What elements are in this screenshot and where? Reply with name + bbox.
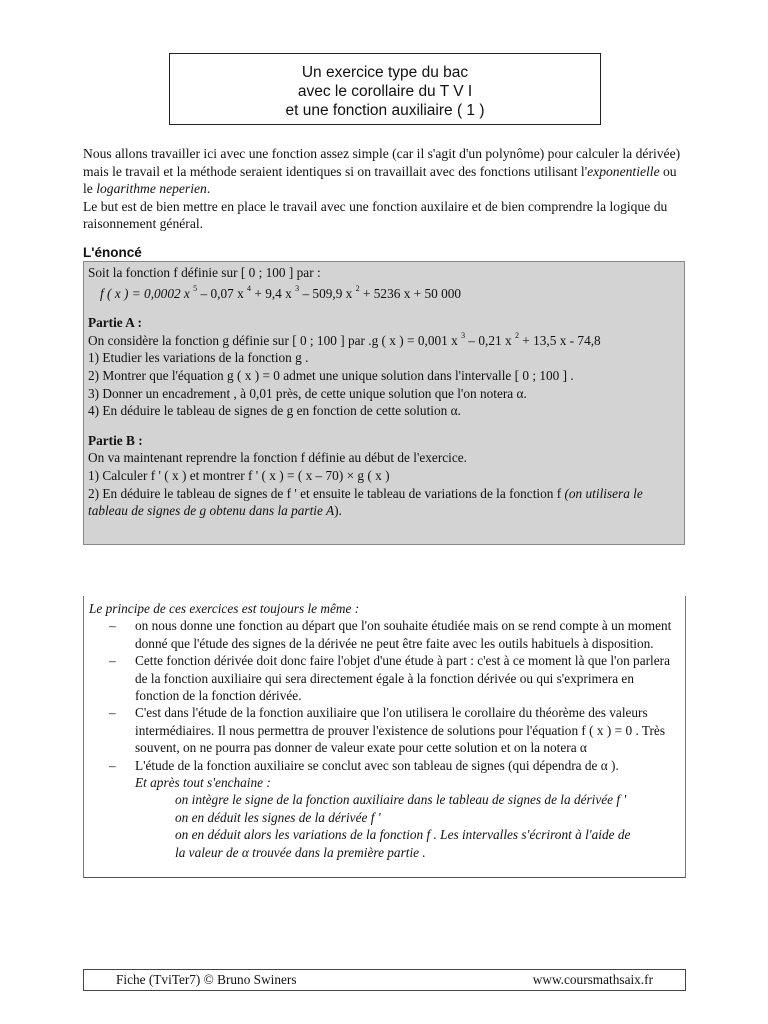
- exponent-4: 4: [247, 283, 252, 293]
- partie-a-def-part-a: On considère la fonction g définie sur [ 0 ; 100 ] par .g ( x ) = 0,001 x: [88, 332, 462, 348]
- function-f-formula: [88, 285, 680, 303]
- partie-a-exponent-2: 2: [514, 330, 519, 340]
- list-item: [89, 704, 680, 756]
- partie-a-definition: [88, 332, 680, 350]
- enonce-heading: L'énoncé: [83, 245, 142, 260]
- principe-step-1: on intègre le signe de la fonction auxiliaire dans le tableau de signes de la dérivée f ': [175, 792, 627, 808]
- intro-paragraph-2: Le but est de bien mettre en place le travail avec une fonction auxilaire et de bien comprendre la logique du raisonnement général.: [83, 198, 668, 232]
- title-line-1: Un exercice type du bac: [301, 64, 469, 81]
- formula-part-a: f ( x ) = 0,0002 x: [100, 285, 194, 301]
- partie-b-q2-part-b: ).: [334, 503, 342, 519]
- list-item: [89, 757, 680, 774]
- intro-text: [83, 145, 688, 233]
- footer-credit: Fiche (TviTer7) © Bruno Swiners: [116, 972, 297, 987]
- principe-step-3-continued: la valeur de α trouvée dans la première partie .: [175, 844, 426, 860]
- principe-list: [89, 617, 680, 774]
- principe-step-2: on en déduit les signes de la dérivée f ': [175, 809, 381, 825]
- partie-a-def-part-c: + 13,5 x - 74,8: [518, 332, 601, 348]
- formula-part-c: + 9,4 x: [251, 285, 296, 301]
- formula-part-d: – 509,9 x: [299, 285, 356, 301]
- partie-a-title: Partie A :: [88, 315, 142, 331]
- exponent-2: 2: [355, 283, 360, 293]
- enonce-intro-line: Soit la fonction f définie sur [ 0 ; 100 ] par :: [88, 265, 321, 280]
- list-item-text: on nous donne une fonction au départ que l'on souhaite étudiée mais on se rend compte à un moment donné que l'étude des signes de la dérivée ne peut être faite avec les outils habituels à disposition.: [135, 618, 672, 651]
- partie-a-question-1: 1) Etudier les variations de la fonction g .: [88, 350, 309, 366]
- partie-a-question-4: 4) En déduire le tableau de signes de g en fonction de cette solution α.: [88, 403, 461, 419]
- intro-p1-emphasis-1: exponentielle: [587, 163, 660, 179]
- intro-p1-part-b: ou le: [83, 163, 677, 197]
- title-line-3: et une fonction auxiliaire ( 1 ): [285, 102, 485, 119]
- partie-b-intro: On va maintenant reprendre la fonction f définie au début de l'exercice.: [88, 450, 467, 466]
- list-item: [89, 652, 680, 704]
- partie-a-def-part-b: – 0,21 x: [465, 332, 515, 348]
- title-box: [169, 53, 601, 125]
- principe-lead: Le principe de ces exercices est toujours le même :: [89, 601, 360, 616]
- intro-p1-emphasis-2: logarithme neperien: [96, 181, 207, 197]
- principe-box: [83, 596, 686, 878]
- exponent-3: 3: [295, 283, 300, 293]
- dash-bullet: –: [109, 757, 116, 773]
- intro-p1-part-a: Nous allons travailler ici avec une fonction assez simple (car il s'agit d'un polynôme) pour calculer la dérivée) mais le travail et la méthode seraient identiques si on travaillait avec des fonctions utilisant l': [83, 146, 681, 179]
- partie-b-q2-emphasis: (on utilisera le tableau de signes de g obtenu dans la partie A: [88, 485, 643, 519]
- intro-p1-part-c: .: [206, 181, 211, 197]
- list-item-text: C'est dans l'étude de la fonction auxiliaire que l'on utilisera le corollaire du théorème des valeurs intermédiaires. Il nous permettra de prouver l'existence de solutions pour l'équation f ( x ) = 0 . Très souvent, on ne pourra pas donner de valeur exate pour cette solution et on la notera α: [135, 705, 666, 756]
- title-line-2: avec le corollaire du T V I: [297, 83, 473, 100]
- partie-b-title: Partie B :: [88, 432, 143, 448]
- formula-part-b: – 0,07 x: [197, 285, 248, 301]
- list-item-text: Cette fonction dérivée doit donc faire l'objet d'une étude à part : c'est à ce moment là que l'on parlera de la fonction auxiliaire qui sera directement égale à la fonction dérivée ou qui s'exprimera en fonction de la fonction dérivée.: [135, 653, 670, 704]
- enonce-box: [83, 261, 685, 545]
- list-item-text: L'étude de la fonction auxiliaire se conclut avec son tableau de signes (qui dépendra de α ).: [135, 757, 619, 773]
- exponent-5: 5: [193, 283, 198, 293]
- partie-a-question-2: 2) Montrer que l'équation g ( x ) = 0 admet une unique solution dans l'intervalle [ 0 ; 100 ] .: [88, 367, 574, 383]
- partie-a-exponent-3: 3: [461, 330, 466, 340]
- dash-bullet: –: [109, 705, 116, 721]
- partie-b-question-1: 1) Calculer f ' ( x ) et montrer f ' ( x ) = ( x – 70) × g ( x ): [88, 467, 390, 483]
- partie-b-question-2: [88, 485, 680, 520]
- formula-part-e: + 5236 x + 50 000: [359, 285, 462, 301]
- footer-website-link[interactable]: www.coursmathsaix.fr: [532, 972, 653, 987]
- dash-bullet: –: [109, 618, 116, 634]
- dash-bullet: –: [109, 653, 116, 669]
- partie-b-q2-part-a: 2) En déduire le tableau de signes de f ' et ensuite le tableau de variations de la fonction f: [88, 485, 565, 501]
- list-item: [89, 617, 680, 652]
- page-footer: [83, 969, 686, 991]
- partie-a-question-3: 3) Donner un encadrement , à 0,01 près, de cette unique solution que l'on notera α.: [88, 385, 527, 401]
- intro-paragraph-1: [83, 145, 688, 198]
- principe-step-3: on en déduit alors les variations de la fonction f . Les intervalles s'écriront à l'aide de: [175, 827, 631, 843]
- principe-transition: Et après tout s'enchaine :: [135, 775, 271, 791]
